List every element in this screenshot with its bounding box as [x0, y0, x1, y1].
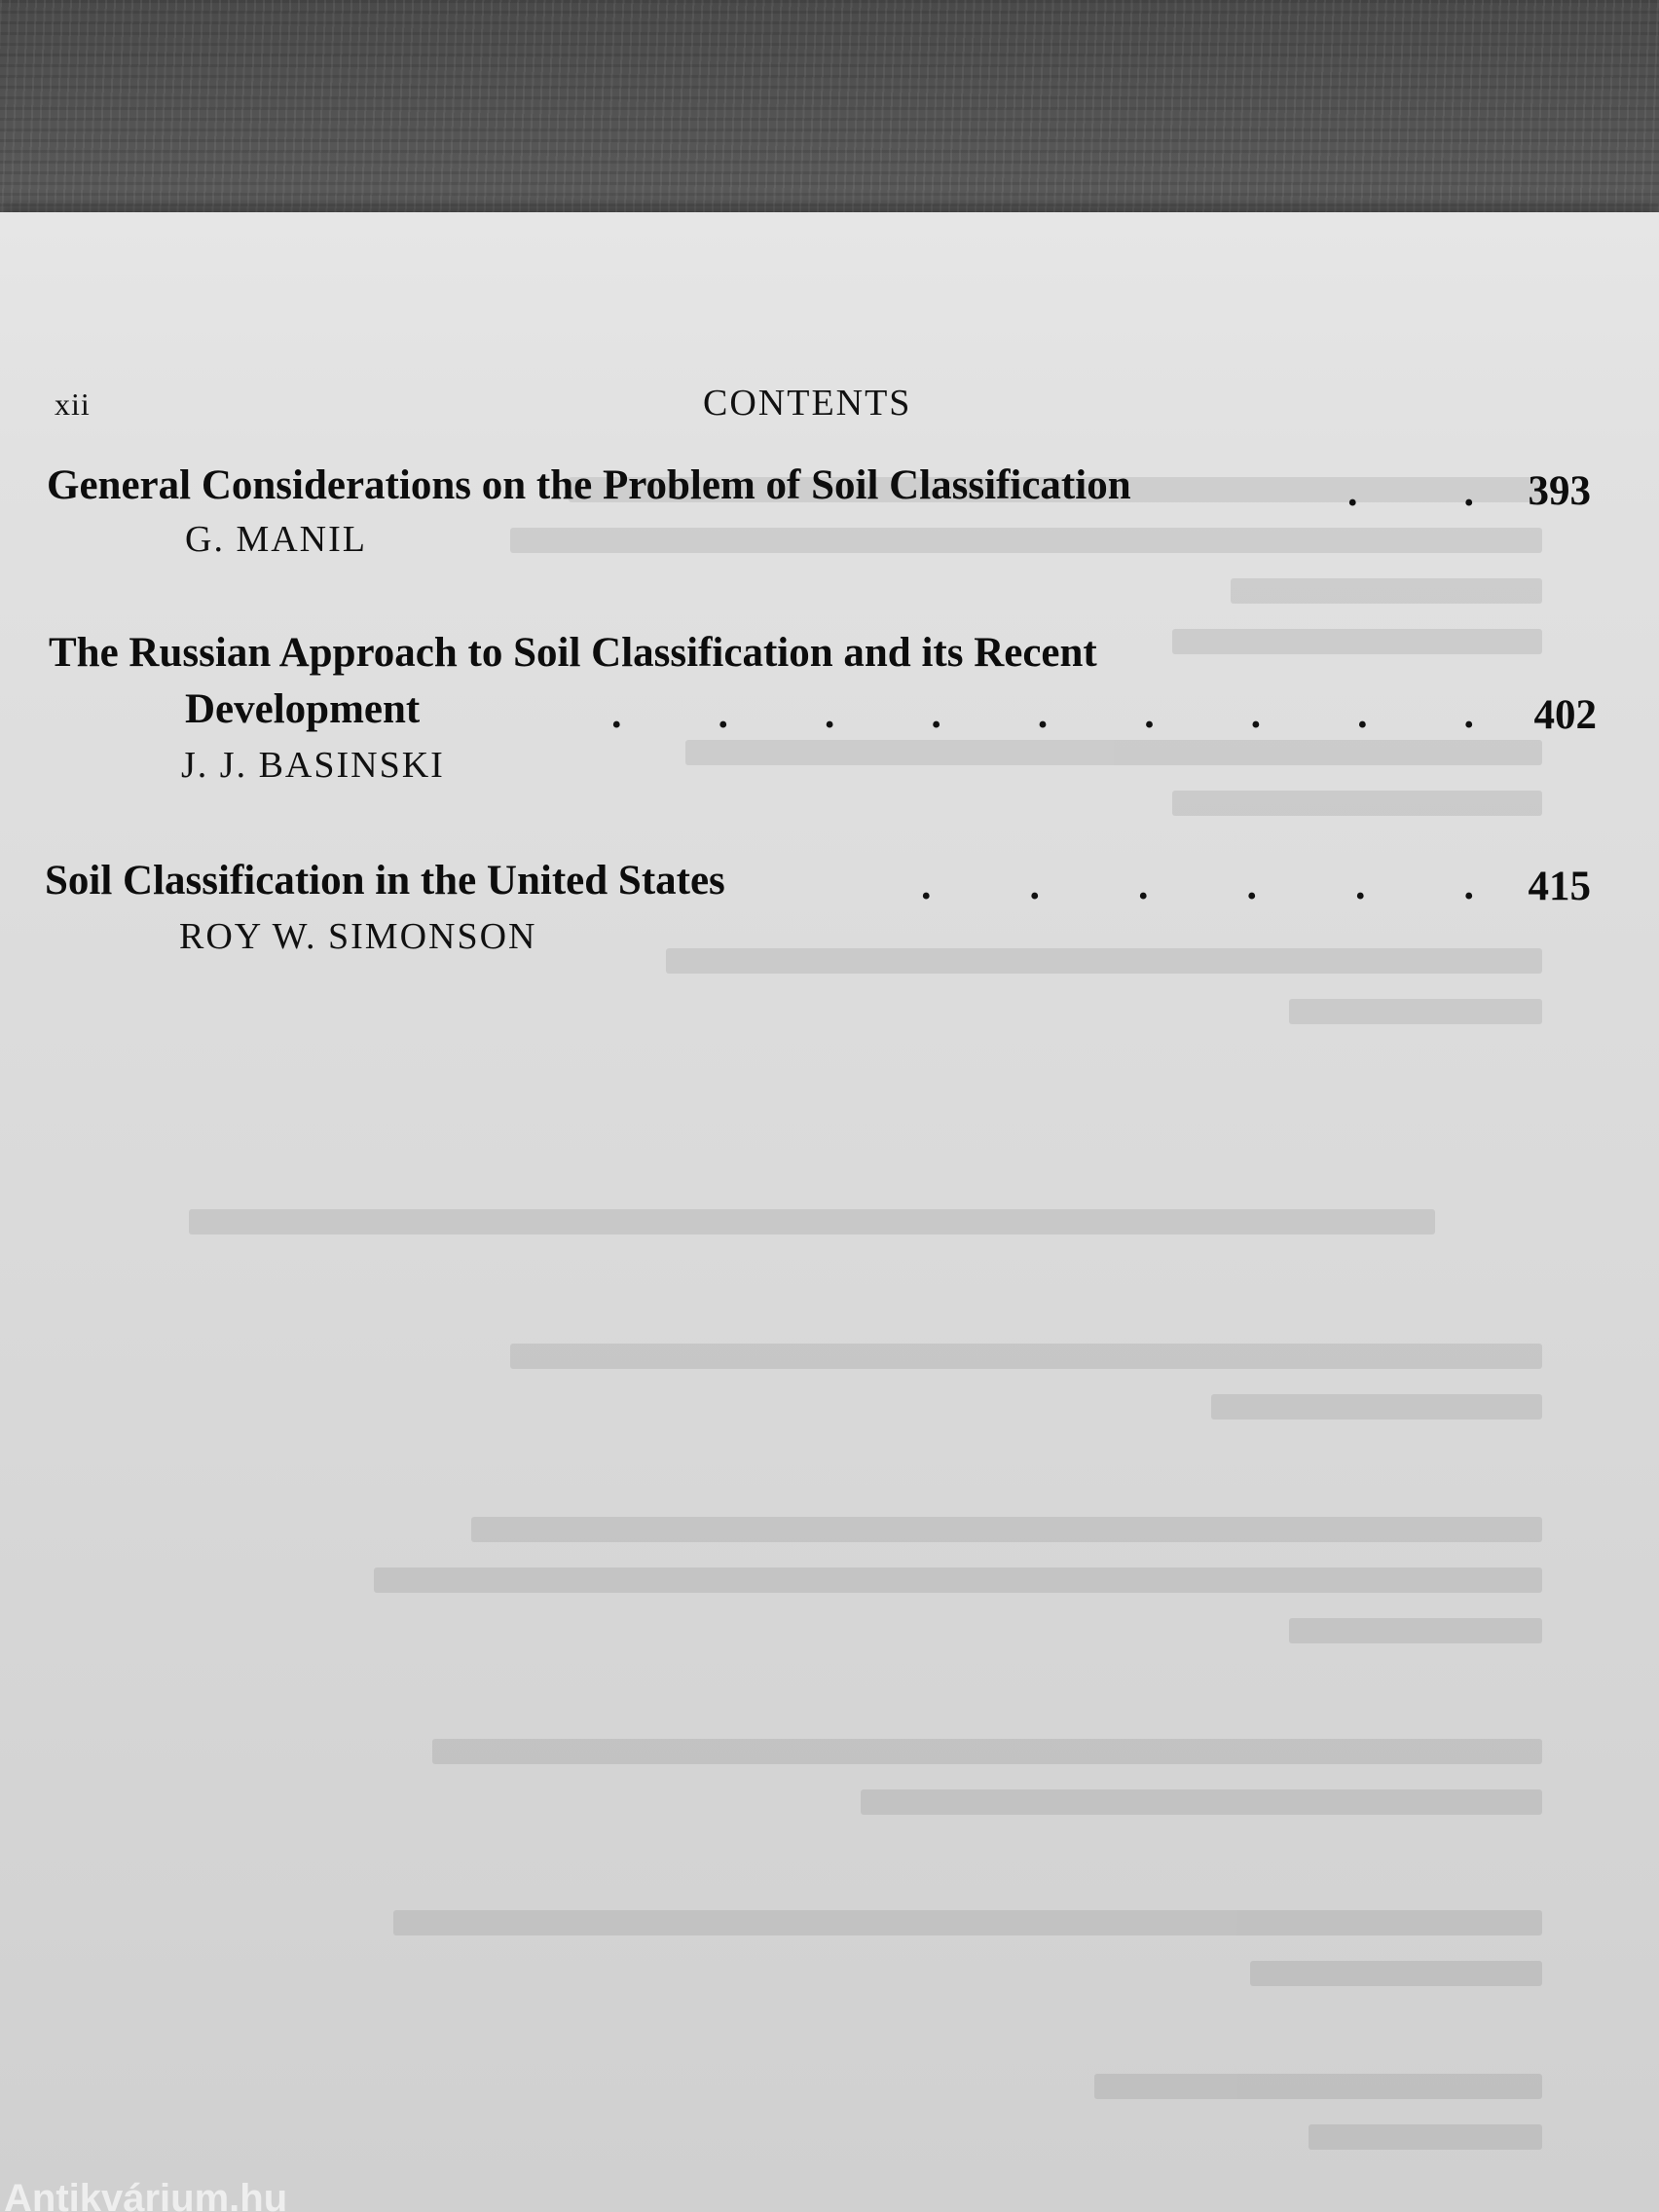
entry-title: General Considerations on the Problem of Soil Classification	[47, 462, 1131, 508]
dot-leader: . . . . . .	[921, 864, 1474, 908]
entry-title-continued: Development	[185, 686, 421, 732]
entry-author: ROY W. SIMONSON	[179, 916, 537, 957]
watermark: Antikvárium.hu	[4, 2177, 288, 2212]
entry-author: G. MANIL	[185, 519, 367, 560]
running-head: CONTENTS	[703, 383, 912, 424]
background-fabric	[0, 0, 1659, 226]
dot-leader: . .	[1347, 470, 1474, 515]
book-page	[0, 212, 1659, 2212]
entry-title: The Russian Approach to Soil Classification and its Recent	[49, 630, 1097, 676]
page-number: xii	[55, 387, 91, 422]
entry-author: J. J. BASINSKI	[181, 745, 445, 786]
dot-leader: . . . . . . . . .	[611, 692, 1474, 737]
entry-page-number: 402	[1533, 692, 1597, 738]
show-through-text	[0, 212, 1659, 2212]
entry-page-number: 415	[1528, 864, 1591, 909]
entry-title: Soil Classification in the United States	[45, 858, 725, 903]
entry-page-number: 393	[1528, 468, 1591, 514]
